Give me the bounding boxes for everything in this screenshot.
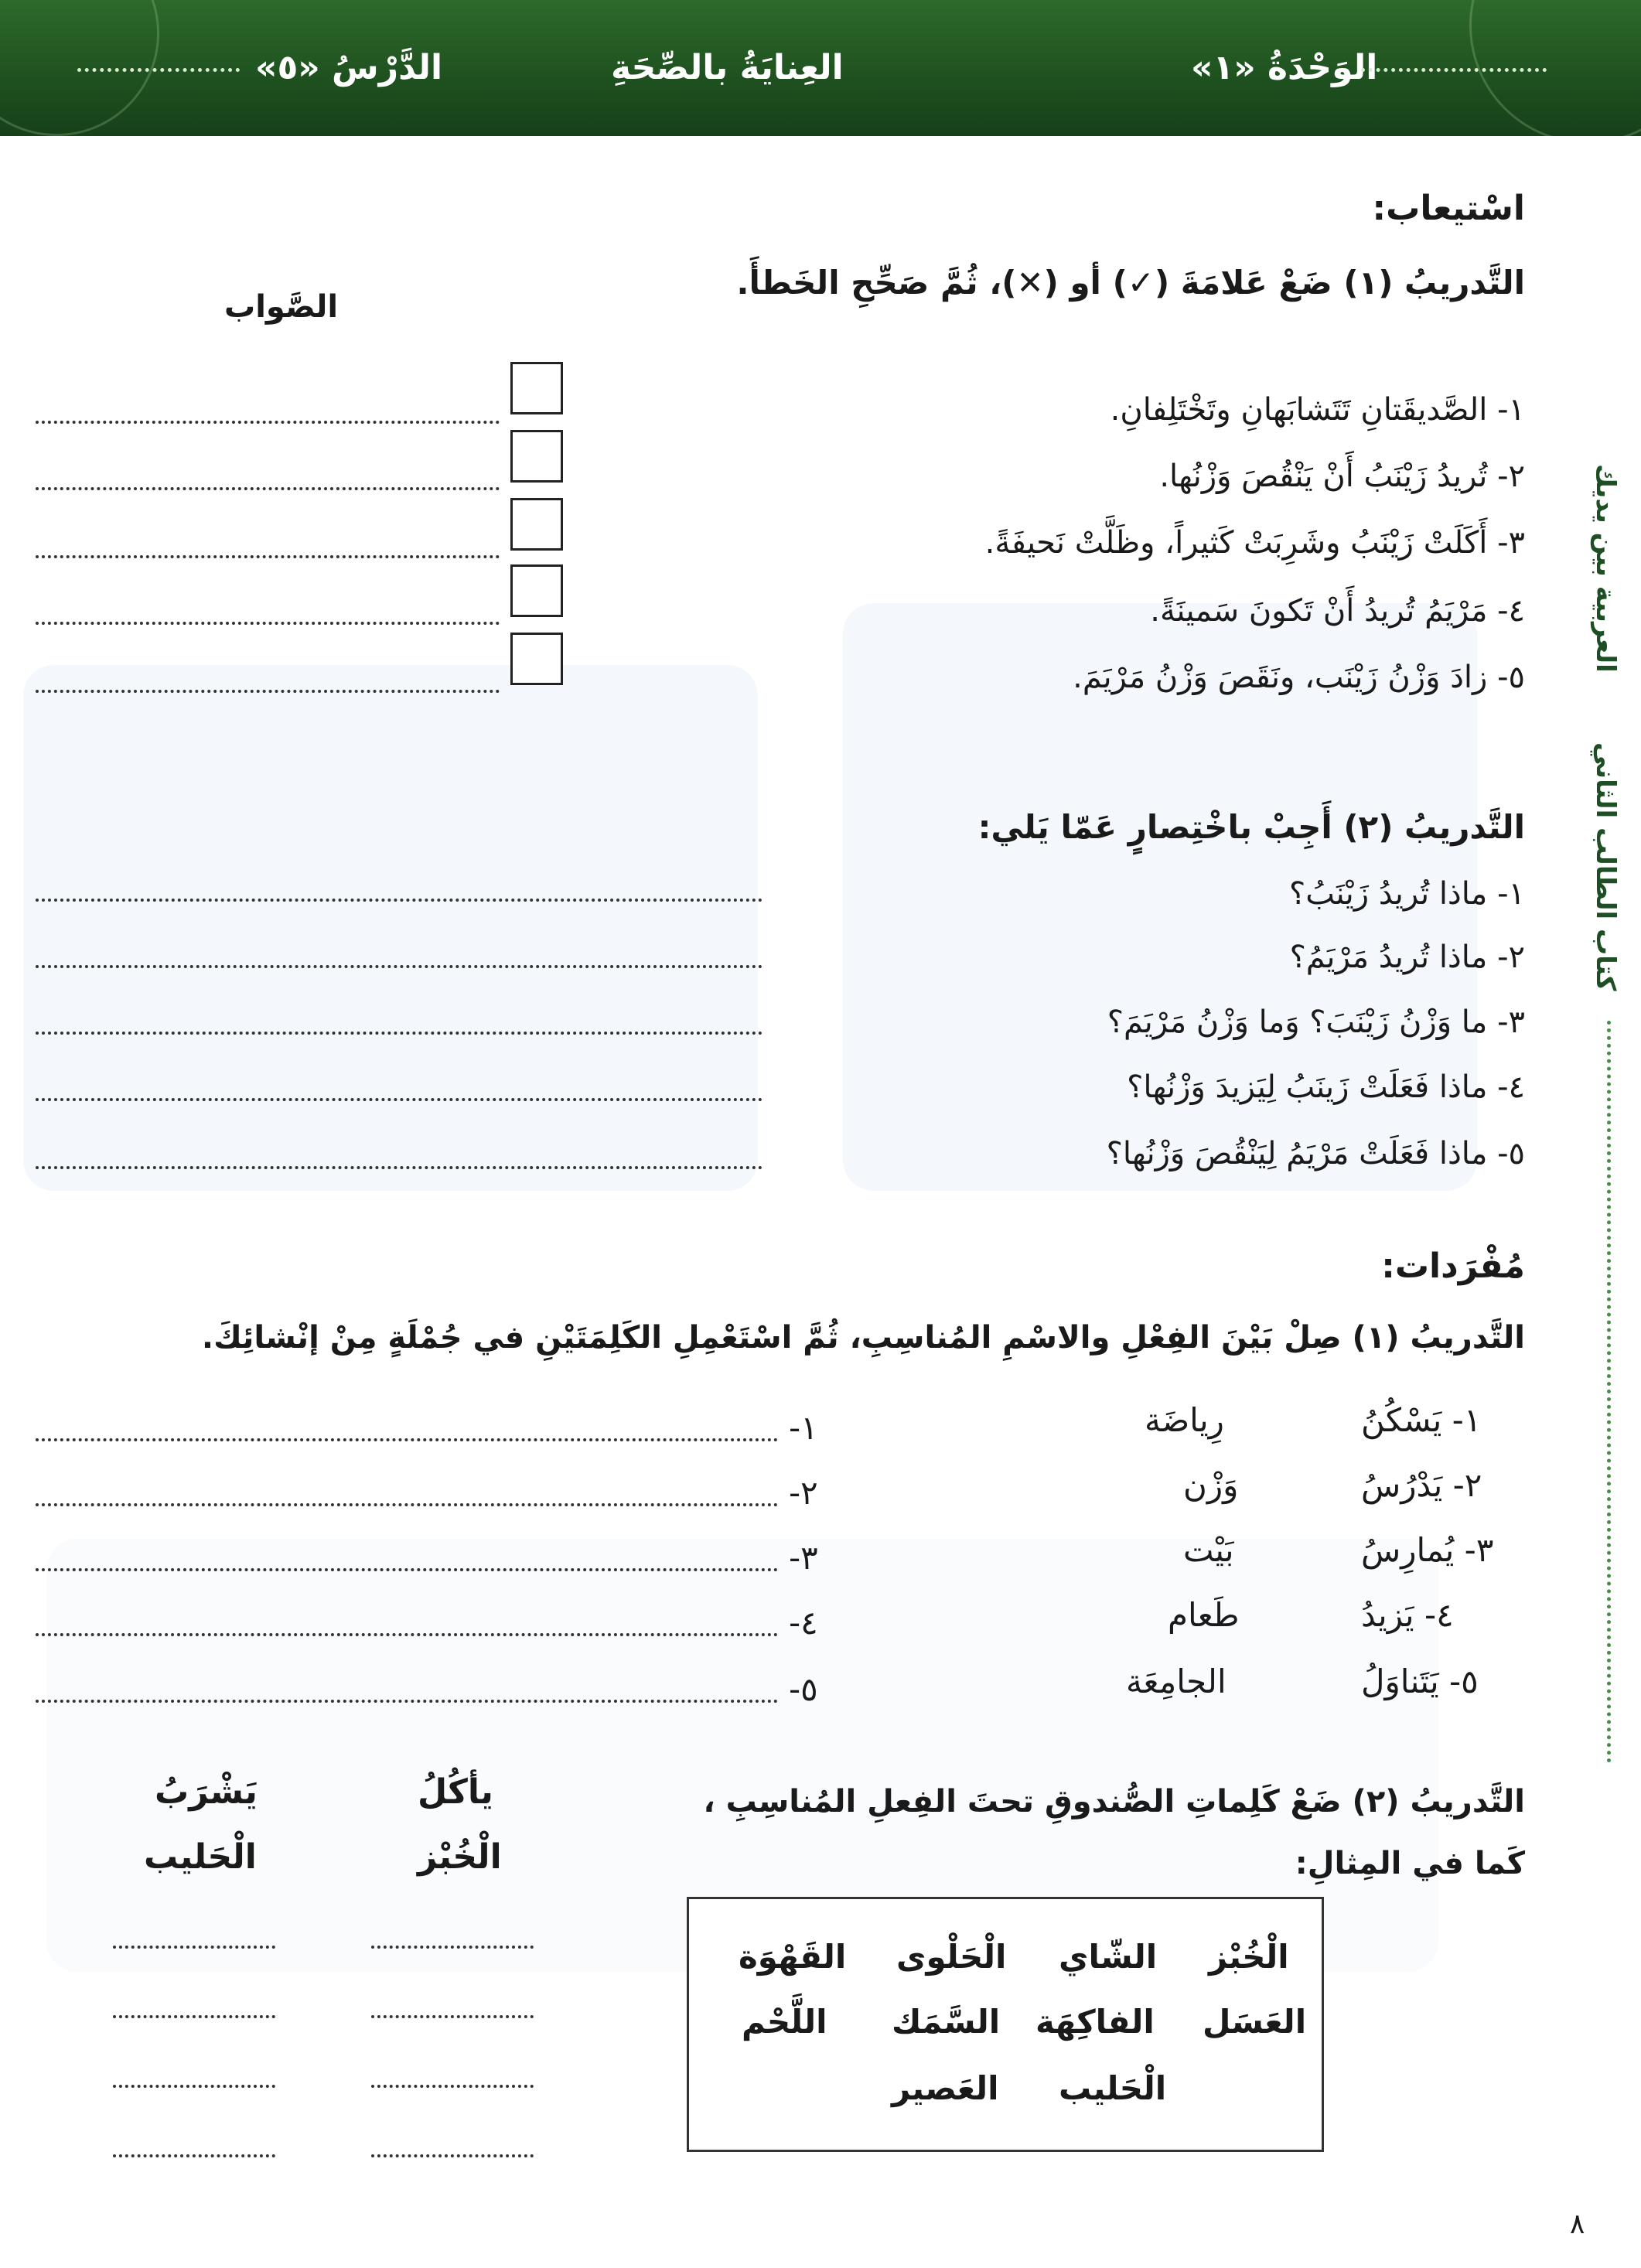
sort-answer-line[interactable]: [113, 2015, 275, 2018]
sentence-answer-line[interactable]: [36, 1633, 778, 1636]
box-word: العَصير: [892, 2069, 999, 2107]
question: ٤- ماذا فَعَلَتْ زَينَبُ لِيَزيدَ وَزْنُها؟: [1127, 1069, 1525, 1105]
box-word: الْحَليب: [1059, 2069, 1167, 2107]
tf-statement: ١- الصَّديقَتانِ تَتَشابَهانِ وتَخْتَلِفانِ.: [1110, 392, 1525, 428]
tf-checkbox[interactable]: [510, 633, 563, 685]
noun-item: طَعام: [1168, 1596, 1240, 1634]
sentence-answer-line[interactable]: [36, 1700, 778, 1703]
tf-checkbox[interactable]: [510, 362, 563, 414]
header-title: العِنايَةُ بالصِّحَةِ: [611, 48, 844, 87]
vocab-exercise1-instruction: التَّدريبُ (١) صِلْ بَيْنَ الفِعْلِ والاسْمِ المُناسِبِ، ثُمَّ اسْتَعْمِلِ الكَلِمَتَيْنِ في جُمْلَةٍ مِنْ إنْشائِكَ.: [201, 1320, 1525, 1356]
box-word: الْخُبْز: [1209, 1938, 1289, 1976]
header-unit: الوَحْدَةُ «١»: [1191, 48, 1378, 87]
short-answer-line[interactable]: [36, 899, 763, 902]
box-word: الْحَلْوى: [896, 1938, 1007, 1976]
sentence-answer-line[interactable]: [36, 1503, 778, 1506]
word-box: [687, 1897, 1324, 2152]
sort-answer-line[interactable]: [371, 2154, 534, 2157]
sort-answer-line[interactable]: [113, 1946, 275, 1949]
correction-answer-line[interactable]: [36, 555, 500, 558]
column-example-eat: الْخُبْز: [418, 1837, 502, 1877]
box-word: الفاكِهَة: [1035, 2003, 1155, 2041]
column-verb-drink: يَشْرَبُ: [155, 1772, 258, 1812]
side-dots: [1607, 1021, 1611, 1763]
correction-answer-line[interactable]: [36, 487, 500, 490]
question: ٣- ما وَزْنُ زَيْنَبَ؟ وَما وَزْنُ مَرْيَمَ؟: [1107, 1004, 1525, 1040]
short-answer-line[interactable]: [36, 965, 763, 968]
answer-column-label: الصَّواب: [224, 289, 339, 325]
correction-answer-line[interactable]: [36, 690, 500, 693]
header-lesson: الدَّرْسُ «٥»: [255, 48, 443, 87]
short-answer-line[interactable]: [36, 1098, 763, 1101]
tf-checkbox[interactable]: [510, 498, 563, 551]
sort-answer-line[interactable]: [113, 2154, 275, 2157]
background-illustration: [23, 665, 758, 1191]
answer-number: ٢-: [789, 1474, 818, 1512]
noun-item: بَيْت: [1183, 1531, 1234, 1569]
header-band: [0, 0, 1641, 136]
verb-item: ١- يَسْكُنُ: [1361, 1401, 1482, 1439]
box-word: القَهْوَة: [739, 1938, 847, 1976]
verb-item: ٤- يَزيدُ: [1361, 1596, 1454, 1634]
verb-item: ٣- يُمارِسُ: [1361, 1531, 1494, 1569]
short-answer-line[interactable]: [36, 1032, 763, 1035]
sort-answer-line[interactable]: [371, 2085, 534, 2088]
box-word: الشّاي: [1059, 1938, 1158, 1976]
column-verb-eat: يأكُلُ: [418, 1772, 493, 1812]
correction-answer-line[interactable]: [36, 421, 500, 424]
answer-number: ٣-: [789, 1539, 818, 1577]
side-volume: كتاب الطالب الثاني: [1590, 742, 1621, 991]
question: ٢- ماذا تُريدُ مَرْيَمُ؟: [1289, 940, 1525, 975]
tf-statement: ٥- زادَ وَزْنُ زَيْنَب، ونَقَصَ وَزْنُ مَرْيَمَ.: [1073, 660, 1525, 695]
vocabulary-heading: مُفْرَدات:: [1381, 1247, 1525, 1286]
tf-checkbox[interactable]: [510, 430, 563, 483]
sentence-answer-line[interactable]: [36, 1568, 778, 1571]
comprehension-heading: اسْتيعاب:: [1372, 189, 1525, 228]
tf-statement: ٣- أَكَلَتْ زَيْنَبُ وشَرِبَتْ كَثيراً، وظَلَّتْ نَحيفَةً.: [984, 525, 1525, 561]
tf-statement: ٤- مَرْيَمُ تُريدُ أَنْ تَكونَ سَمينَةً.: [1150, 593, 1525, 629]
correction-answer-line[interactable]: [36, 622, 500, 625]
vocab-exercise2-instruction-cont: كَما في المِثالِ:: [1295, 1846, 1525, 1881]
box-word: اللَّحْم: [742, 2003, 827, 2041]
answer-number: ٥-: [789, 1670, 818, 1708]
sort-answer-line[interactable]: [371, 1946, 534, 1949]
sentence-answer-line[interactable]: [36, 1438, 778, 1441]
box-word: السَّمَك: [892, 2003, 1001, 2041]
sort-answer-line[interactable]: [113, 2085, 275, 2088]
header-dots-left: [77, 68, 240, 72]
answer-number: ٤-: [789, 1604, 818, 1642]
tf-statement: ٢- تُريدُ زَيْنَبُ أَنْ يَنْقُصَ وَزْنُها.: [1159, 459, 1525, 494]
answer-number: ١-: [789, 1409, 818, 1447]
side-book-title: العربية بين يديك: [1590, 464, 1621, 673]
tf-checkbox[interactable]: [510, 564, 563, 617]
question: ٥- ماذا فَعَلَتْ مَرْيَمُ لِيَنْقُصَ وَزْنُها؟: [1106, 1136, 1525, 1172]
short-answer-line[interactable]: [36, 1166, 763, 1169]
column-example-drink: الْحَليب: [144, 1837, 257, 1877]
noun-item: الجامِعَة: [1126, 1663, 1226, 1700]
sort-answer-line[interactable]: [371, 2015, 534, 2018]
verb-item: ٥- يَتَناوَلُ: [1361, 1663, 1479, 1700]
header-dots-right: [1361, 68, 1547, 72]
box-word: العَسَل: [1203, 2003, 1307, 2041]
noun-item: رِياضَة: [1145, 1401, 1224, 1439]
verb-item: ٢- يَدْرُسُ: [1361, 1466, 1482, 1504]
page-number: ٨: [1570, 2208, 1585, 2240]
exercise2-instruction: التَّدريبُ (٢) أَجِبْ باخْتِصارٍ عَمّا يَلي:: [977, 808, 1525, 846]
side-strip: [1585, 464, 1632, 1779]
exercise1-instruction: التَّدريبُ (١) ضَعْ عَلامَةَ (✓) أو (✕)، ثُمَّ صَحِّحِ الخَطأَ.: [736, 264, 1525, 302]
noun-item: وَزْن: [1183, 1466, 1239, 1504]
vocab-exercise2-instruction: التَّدريبُ (٢) ضَعْ كَلِماتِ الصُّندوقِ تحتَ الفِعلِ المُناسِبِ ،: [703, 1784, 1525, 1820]
question: ١- ماذا تُريدُ زَيْنَبُ؟: [1289, 876, 1525, 912]
